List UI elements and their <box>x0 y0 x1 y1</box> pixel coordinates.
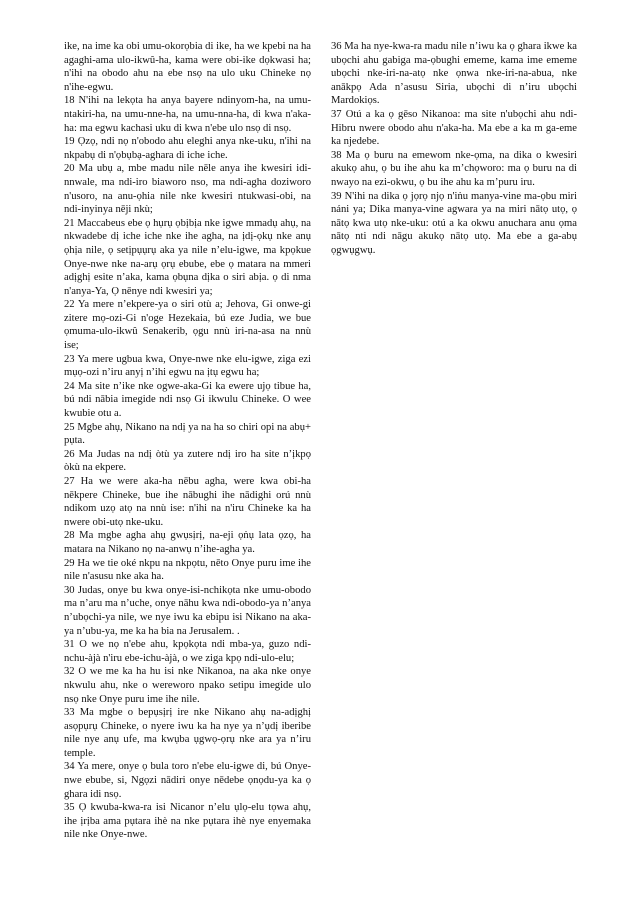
verse-25: 25 Mgbe ahụ, Nikano na ndị ya na ha so chiri opi na abụ+ pụta. <box>64 421 311 447</box>
verse-38: 38 Ma ọ buru na emewom nke-ọma, na dika o kwesiri akukọ ahu, ọ bu ihe ahu ka m’chọworo: ma ọ buru na di nwayo na ezi-okwu, ọ bu ihe ahu ka m’puru iru. <box>331 149 577 188</box>
verse-18: 18 N'ihi na lekọta ha anya bayere ndinyom-ha, na umu-ntakiri-ha, na umu-nne-ha, na umu-nna-ha, di kwa n'aka-ha: ma egwu kachasi uku di kwa n'ebe ulo nsọ di nsọ. <box>64 95 311 134</box>
paragraph-intro: ike, na ime ka obi umu-okorọbia di ike, ha we kpebi na ha agaghi-ama ulo-ikwû-ha, kama were obi-ike dọkwasi ha; n'ihi na obodo ahu na ebe nsọ na ulo uku Chineke nọ n'ihe-egwu. <box>64 41 311 93</box>
verse-19: 19 Ọzọ, ndi nọ n'obodo ahu eleghi anya nke-uku, n'ihi na nkpabụ di n'ọbụbạ-aghara di iche iche. <box>64 136 311 161</box>
verse-39: 39 N'ihi na dika ọ jọrọ njọ n'iṅu manya-vine ma-ọbu miri náni ya; Dika manya-vine agwara ya na miri nātọ utọ, ọ nātọ kwa utọ nke-uku: otú a ka okwu anuchara anu ọma nātọ nti ndi nāgu akukọ nātọ utọ. Ma ebe a ga-abụ ọgwụgwụ. <box>331 190 577 256</box>
verse-24: 24 Ma site n’ike nke ogwe-aka-Gi ka ewere ujọ tibue ha, bú ndi nābia imegide ndi nsọ Gi ikwulu Chineke. O wee kwubie otu a. <box>64 380 311 420</box>
verse-27: 27 Ha we were aka-ha nēbu agha, were kwa obi-ha nēkpere Chineke, bue ihe nābughi ihe nādighi orú nnù ndikom uzọ atọ na nnù ise: n'ihi na n'iru Chineke ka ha nwere obi-utọ nke-uku. <box>64 476 311 528</box>
verse-35: 35 Ọ kwuba-kwa-ra isi Nicanor n’elu ụlọ-elu tọwa ahụ, ihe ịrịba ama pụtara ihè na nke pụtara ihè nye enyemaka nile nke Onye-nwe. <box>64 802 311 841</box>
verse-28: 28 Ma mgbe agha ahụ gwụsịrị, na-eji ọṅụ lata ọzọ, ha matara na Nikano nọ na-anwụ n’ihe-agha ya. <box>64 530 311 555</box>
verse-34: 34 Ya mere, onye ọ bula toro n'ebe elu-igwe di, bú Onye-nwe ebube, si, Ngọzi nādiri onye nēdebe ọnọdu-ya ka ọ ghara idi nsọ. <box>64 761 311 800</box>
verse-36: 36 Ma ha nye-kwa-ra madu nile n’iwu ka ọ ghara ikwe ka ubọchi ahu gabiga ma-ọbughi ememe, kama ime ememe ubọchi nke-iri-na-atọ nke ọnwa nke-iri-na-abua, nke anākpọ Ada n’asusu Siria, ubọchi di n’iru ubọchi Mardokiọs. <box>331 41 577 107</box>
verse-30: 30 Judas, onye bu kwa onye-isi-nchikọta nke umu-obodo ma n’aru ma n’uche, onye nāhu kwa ndi-obodo-ya n’anya n’ubọchi-ya nile, we nye iwu ka ebipu isi Nikano na aka-ya n’ubu-ya, me ka ha bia na Jerusalem. . <box>64 584 311 637</box>
verse-29: 29 Ha we tie oké nkpu na nkpọtu, nēto Onye puru ime ihe nile n'asusu nke aka ha. <box>64 557 311 583</box>
verse-33: 33 Ma mgbe o bepụsịrị ire nke Nikano ahụ na-adịghị asọpụrụ Chineke, o nyere iwu ka ha nye ya n’ụdị iberibe nile nye anụ ufe, ma kwụba ụgwọ-ọrụ nke ara ya n’iru temple. <box>64 707 311 759</box>
left-column <box>64 40 311 842</box>
verse-20: 20 Ma ubụ a, mbe madu nile nēle anya ihe kwesiri idi-nnwale, ma ndi-iro biaworo nso, ma ndi-agha doziworo n'usoro, na anu-ọhia nile nke kwesiri ntukwasi-obi, na ndi-inyinya nēji nkù; <box>64 163 311 216</box>
verse-32: 32 O we me ka ha hu isi nke Nikanoa, na aka nke onye nkwulu ahu, nke o wereworo npako setipu imegide ulo nsọ nke Onye puru ime ihe nile. <box>64 666 311 705</box>
verse-37: 37 Otú a ka ọ gēso Nikanoa: ma site n'ubọchi ahu ndi-Hibru nwere obodo ahu n'aka-ha. Ma ebe a ka m ga-eme ka njedebe. <box>331 108 577 148</box>
right-column <box>331 40 577 258</box>
verse-26: 26 Ma Judas na ndị òtù ya zutere ndị iro ha site n’ịkpọ òkù na ekpere. <box>64 448 311 474</box>
verse-23: 23 Ya mere ugbua kwa, Onye-nwe nke elu-igwe, ziga ezi mụọ-ozi n’iru anyị n’ihi egwu na ịtụ egwu ha; <box>64 353 311 379</box>
verse-21: 21 Maccabeus ebe ọ hụrụ ọbịbịa nke igwe mmadụ ahụ, na nkwadebe dị iche iche nke ihe agha, na ịdị-ọkụ nke anụ ọhịa nile, ọ setịpụụrụ aka ya nile n’elu-igwe, ma kpọkue Onye-nwe nke na-arụ ọrụ ebube, ebe ọ matara na mmeri adịghị esite n’aka, kama ọbụna dịka o siri abịa. ọ di nma n'anya-Ya, Ọ nēnye ndi kwesiri ya; <box>64 217 311 297</box>
verse-31: 31 O we nọ n'ebe ahu, kpọkọta ndi mba-ya, guzo ndi-nchu-àjà n'iru ebe-ichu-àjà, o we ziga kpọ ndi-ulo-elu; <box>64 639 311 664</box>
verse-22: 22 Ya mere n’ekpere-ya o siri otù a; Jehova, Gi onwe-gi zitere mọ-ozi-Gi n'oge Hezekaia, bú eze Judia, we bue ọmuma-ulo-ikwû Senakerib, ọgu nnù iri-na-asa na nnù ise; <box>64 299 311 352</box>
